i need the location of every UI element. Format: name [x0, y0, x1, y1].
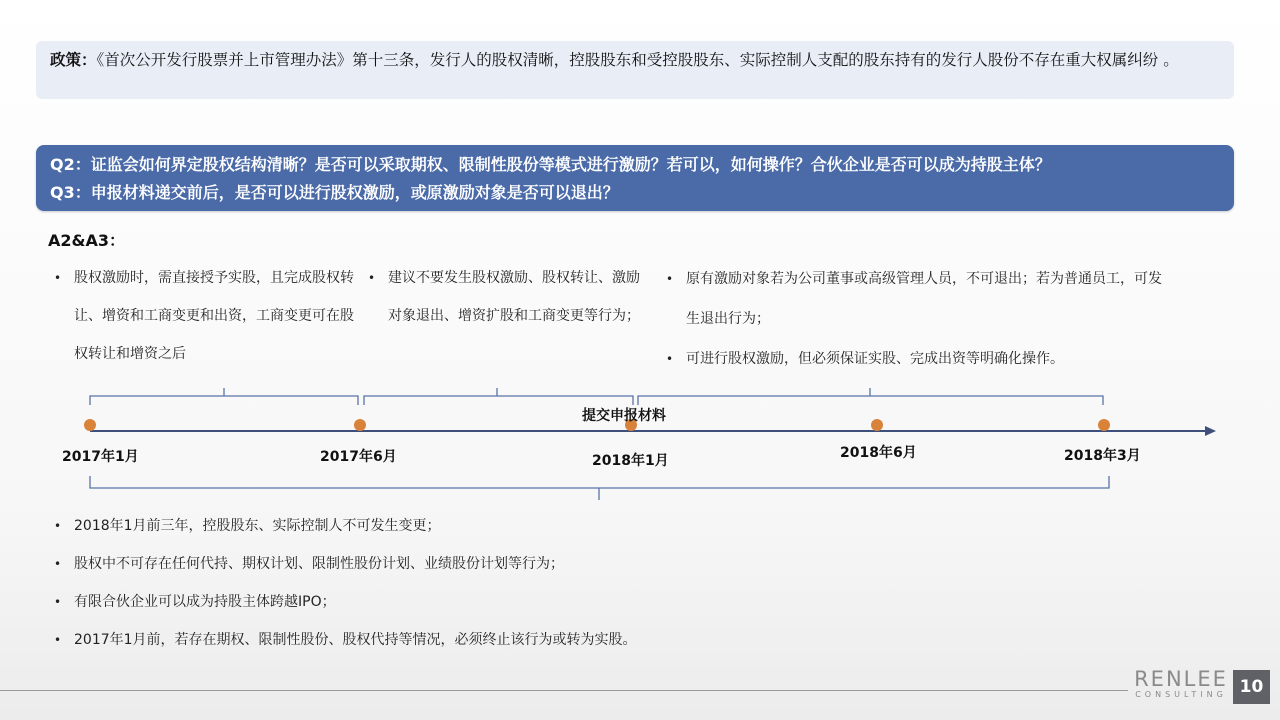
brace-col1	[90, 388, 358, 405]
list-item	[54, 507, 954, 545]
policy-text: 《首次公开发行股票并上市管理办法》第十三条，发行人的股权清晰，控股股东和受控股股东、实际控制人支配的股东持有的发行人股份不存在重大权属纠纷 。	[96, 51, 1179, 69]
list-item	[54, 583, 954, 621]
bullet-icon: •	[54, 633, 62, 647]
date-label: 2018年3月	[1064, 448, 1141, 464]
logo-name: RENLEE	[1134, 667, 1228, 691]
bullet-icon: •	[666, 272, 674, 286]
list-item-text: 2017年1月前，若存在期权、限制性股份、股权代持等情况，必须终止该行为或转为实股。	[74, 632, 637, 648]
brace-col3	[638, 388, 1103, 405]
list-item-text: 可进行股权激励，但必须保证实股、完成出资等明确化操作。	[686, 351, 1064, 367]
question-q2: Q2：证监会如何界定股权结构清晰？是否可以采取期权、限制性股份等模式进行激励？若可以，如何操作？合伙企业是否可以成为持股主体？	[50, 155, 1051, 174]
bullet-icon: •	[54, 519, 62, 533]
bullet-icon: •	[368, 271, 376, 285]
bullet-icon: •	[54, 595, 62, 609]
logo-subtitle: CONSULTING	[1135, 690, 1227, 699]
timeline-arrow-icon	[1205, 426, 1216, 436]
list-item	[54, 621, 954, 659]
company-logo	[1134, 668, 1228, 700]
milestone-dot	[1098, 419, 1110, 431]
list-item-text: 有限合伙企业可以成为持股主体跨越IPO；	[74, 594, 336, 610]
list-item-text: 股权激励时，需直接授予实股，且完成股权转让、增资和工商变更和出资，工商变更可在股权转让和增资之后	[74, 270, 354, 362]
milestone-dot	[871, 419, 883, 431]
milestone-dot	[354, 419, 366, 431]
brace-col2	[364, 388, 633, 405]
list-item	[54, 545, 954, 583]
brace-bottom	[90, 476, 1109, 500]
page-number: 10	[1233, 670, 1270, 704]
date-label: 2017年6月	[320, 449, 397, 465]
footer-divider	[0, 690, 1128, 691]
bullet-icon: •	[54, 271, 62, 285]
question-q3: Q3：申报材料递交前后，是否可以进行股权激励，或原激励对象是否可以退出？	[50, 183, 619, 202]
policy-label: 政策：	[50, 51, 97, 69]
answer-heading: A2&A3：	[48, 231, 125, 250]
list-item-text: 2018年1月前三年，控股股东、实际控制人不可发生变更；	[74, 518, 441, 534]
bullet-icon: •	[54, 557, 62, 571]
milestone-dot	[84, 419, 96, 431]
bullet-icon: •	[666, 352, 674, 366]
date-label: 2018年6月	[840, 445, 917, 461]
date-label: 2017年1月	[62, 449, 139, 465]
bottom-list	[54, 507, 954, 659]
date-label: 2018年1月	[592, 453, 669, 469]
list-item-text: 建议不要发生股权激励、股权转让、激励对象退出、增资扩股和工商变更等行为；	[388, 270, 640, 324]
submit-label: 提交申报材料	[582, 408, 666, 424]
list-item-text: 原有激励对象若为公司董事或高级管理人员，不可退出；若为普通员工，可发生退出行为；	[686, 271, 1162, 327]
list-item-text: 股权中不可存在任何代持、期权计划、限制性股份计划、业绩股份计划等行为；	[74, 556, 564, 572]
